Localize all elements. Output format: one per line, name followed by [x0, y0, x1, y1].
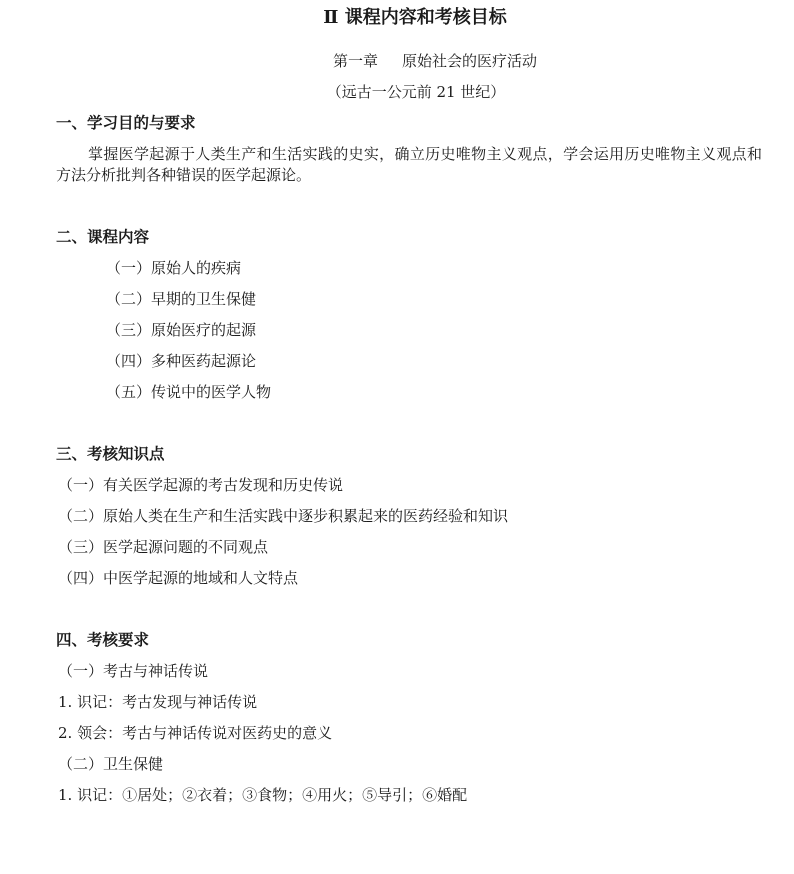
list-item: （二）卫生保健 — [58, 755, 164, 773]
chapter-period: （远古一公元前 21 世纪） — [326, 83, 506, 101]
list-item: （二）早期的卫生保健 — [106, 290, 257, 308]
list-item: 2. 领会：考古与神话传说对医药史的意义 — [58, 724, 333, 742]
section-heading-assessment-requirements: 四、考核要求 — [56, 630, 150, 649]
list-item: （二）原始人类在生产和生活实践中逐步积累起来的医药经验和知识 — [58, 507, 509, 525]
list-item: （一）考古与神话传说 — [58, 662, 209, 680]
list-item: 1. 识记：①居处；②衣着；③食物；④用火；⑤导引；⑥婚配 — [58, 786, 468, 804]
section-heading-course-content: 二、课程内容 — [56, 227, 150, 246]
list-item: （三）原始医疗的起源 — [106, 321, 257, 339]
list-item: （五）传说中的医学人物 — [106, 383, 272, 401]
page-title: Ⅱ 课程内容和考核目标 — [323, 7, 507, 28]
objectives-paragraph: 掌握医学起源于人类生产和生活实践的史实，确立历史唯物主义观点，学会运用历史唯物主义观点和方法分析批判各种错误的医学起源论。 — [56, 145, 762, 184]
list-item: （三）医学起源问题的不同观点 — [58, 538, 269, 556]
chapter-number: 第一章 — [332, 52, 378, 70]
list-item: （一）有关医学起源的考古发现和历史传说 — [58, 476, 344, 494]
section-heading-objectives: 一、学习目的与要求 — [56, 113, 196, 132]
chapter-heading — [0, 51, 794, 71]
list-item: （四）中医学起源的地域和人文特点 — [58, 569, 299, 587]
list-item: （四）多种医药起源论 — [106, 352, 257, 370]
chapter-name: 原始社会的医疗活动 — [402, 52, 538, 70]
list-item: （一）原始人的疾病 — [106, 259, 242, 277]
section-heading-knowledge-points: 三、考核知识点 — [56, 444, 165, 463]
list-item: 1. 识记：考古发现与神话传说 — [58, 693, 258, 711]
